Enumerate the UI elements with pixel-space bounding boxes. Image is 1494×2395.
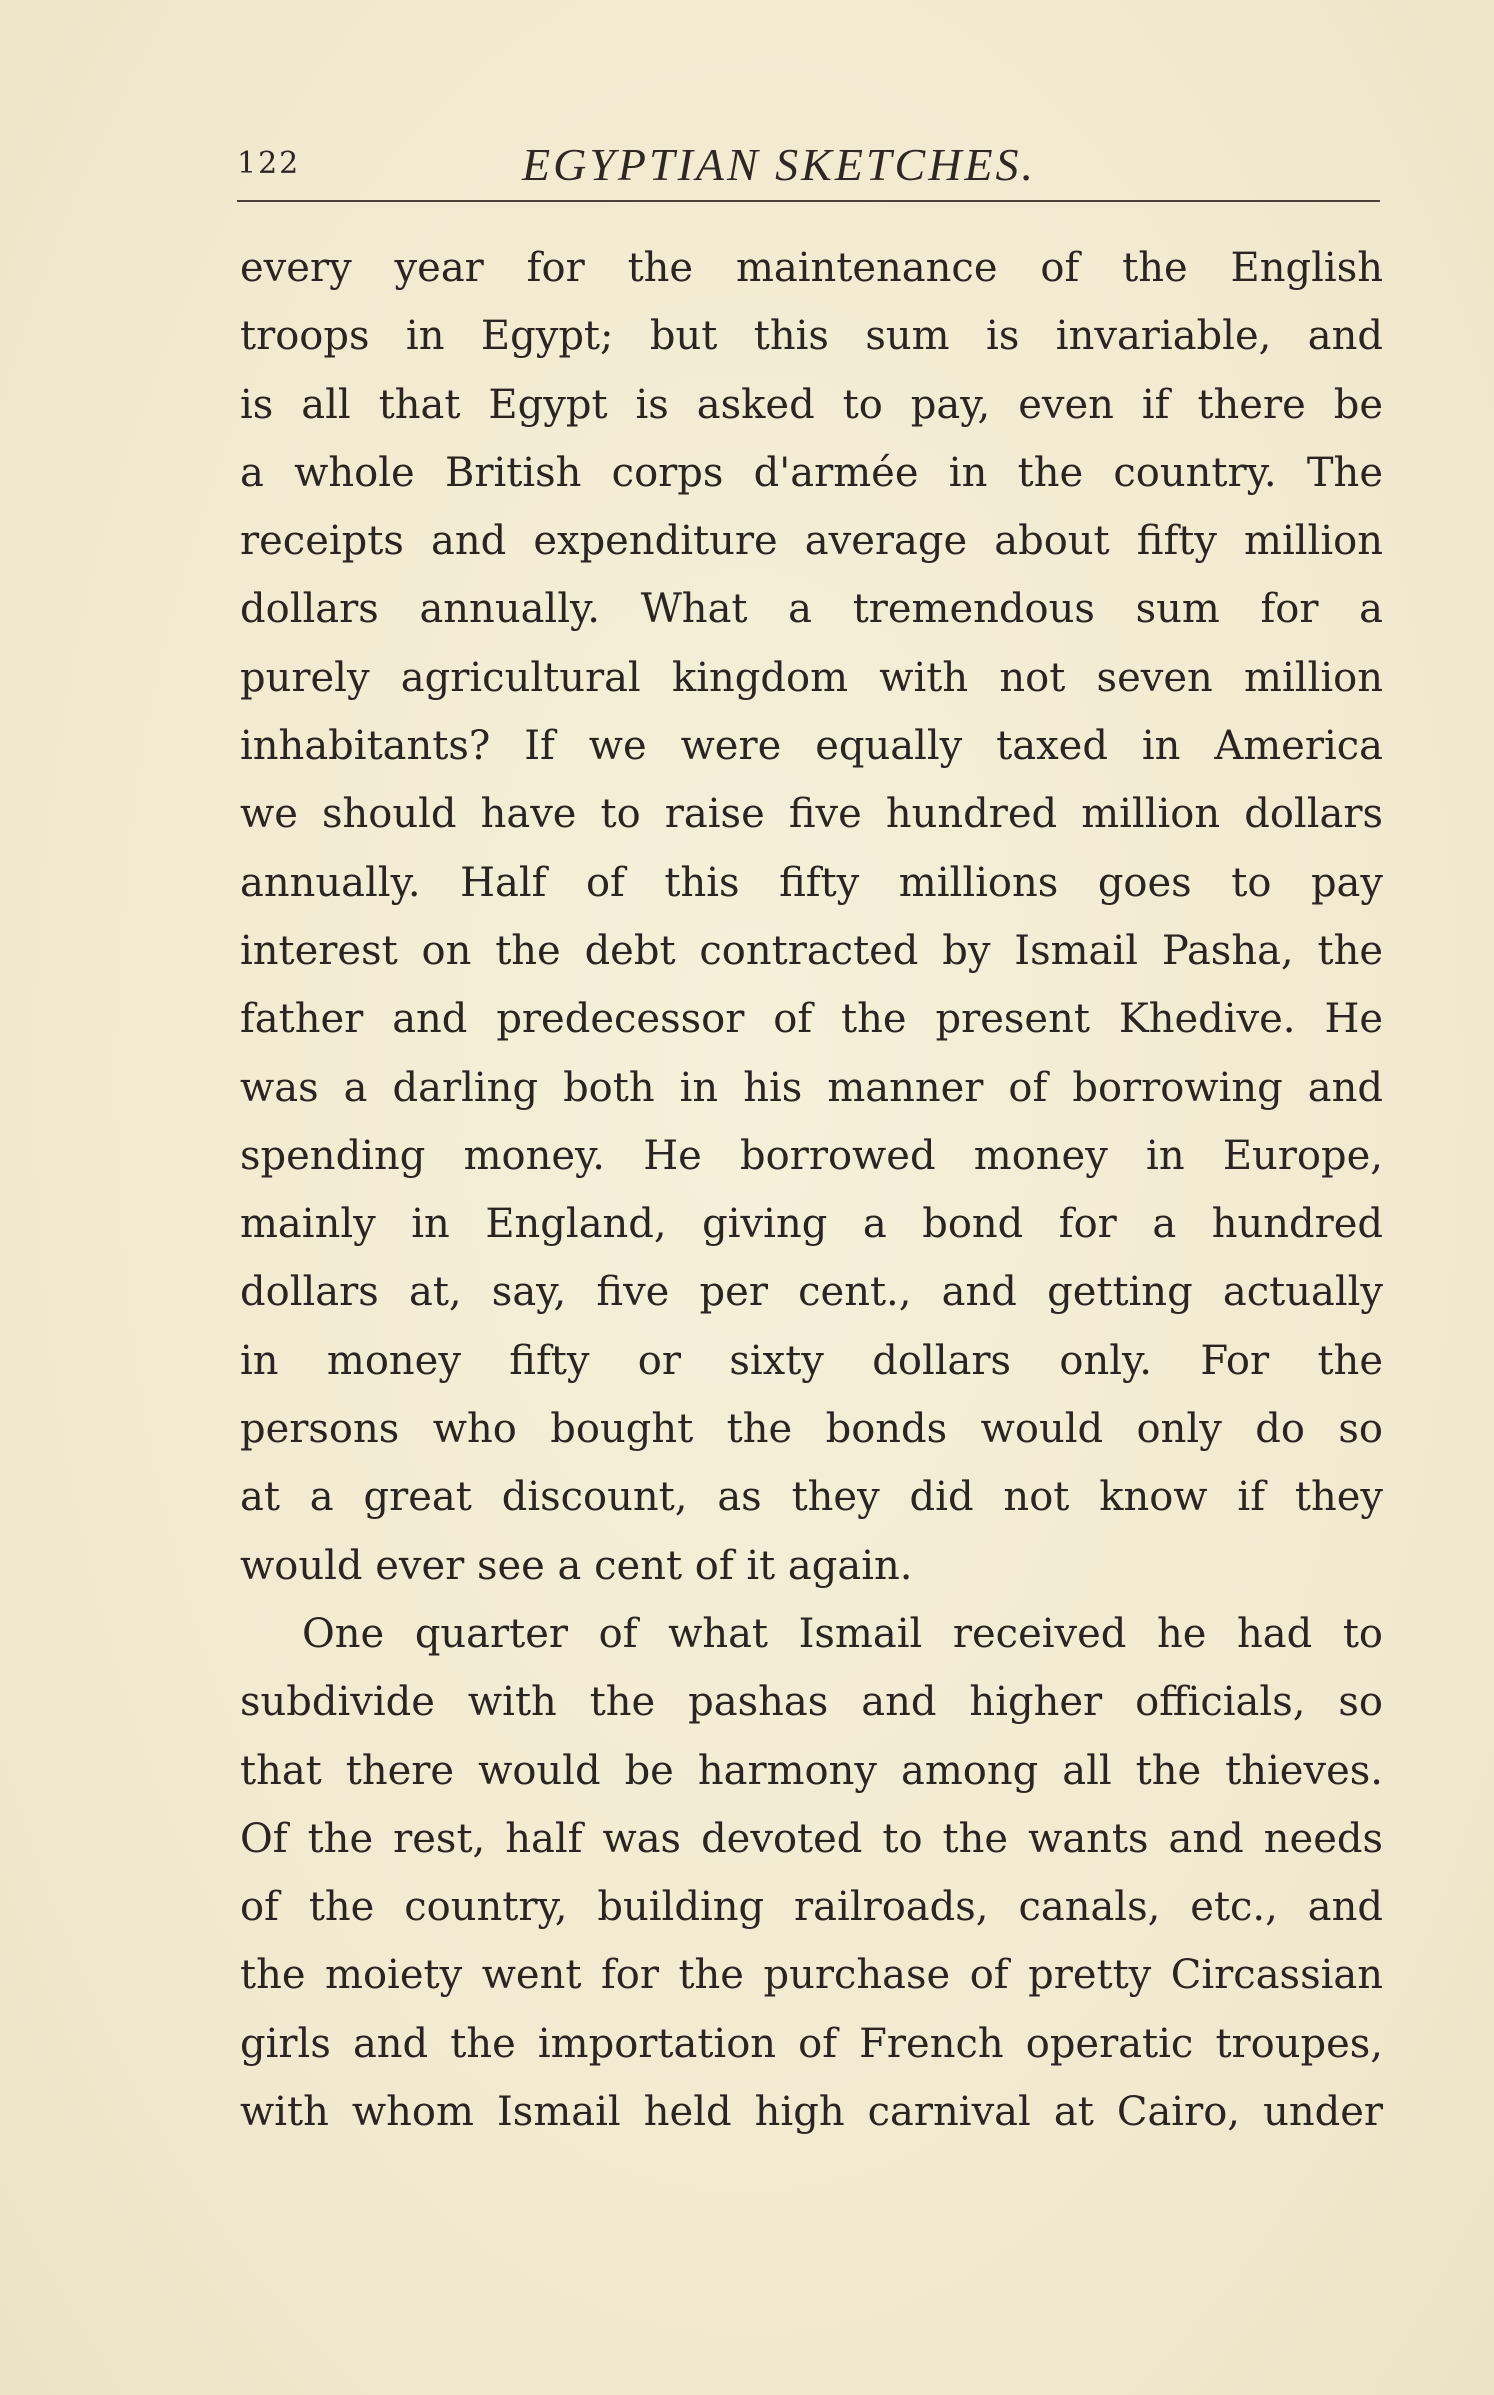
- text-line: of the country, building railroads, canals, etc., and: [240, 1884, 1383, 1931]
- text-line: in money fifty or sixty dollars only. For the: [240, 1337, 1383, 1384]
- text-line: girls and the importation of French operatic troupes,: [240, 2020, 1383, 2067]
- text-line: Of the rest, half was devoted to the wants and needs: [240, 1815, 1383, 1862]
- body-text: [240, 234, 1383, 2146]
- text-line: spending money. He borrowed money in Europe,: [240, 1132, 1383, 1179]
- text-line: at a great discount, as they did not know if they: [240, 1474, 1383, 1521]
- header-rule: [237, 200, 1380, 202]
- page-number: 122: [237, 146, 301, 181]
- text-line: inhabitants? If we were equally taxed in America: [240, 723, 1383, 770]
- text-line: we should have to raise five hundred million dollars: [240, 791, 1383, 838]
- page-header: [237, 138, 1375, 198]
- text-line: receipts and expenditure average about fifty million: [240, 518, 1383, 565]
- text-line: interest on the debt contracted by Ismail Pasha, the: [240, 927, 1383, 974]
- text-line: a whole British corps d'armée in the country. The: [240, 449, 1383, 496]
- text-line: mainly in England, giving a bond for a hundred: [240, 1201, 1383, 1248]
- text-line: was a darling both in his manner of borrowing and: [240, 1064, 1383, 1111]
- text-line: the moiety went for the purchase of pretty Circassian: [240, 1952, 1383, 1999]
- text-line: purely agricultural kingdom with not seven million: [240, 654, 1383, 701]
- text-line: persons who bought the bonds would only do so: [240, 1406, 1383, 1453]
- text-line: is all that Egypt is asked to pay, even if there be: [240, 381, 1383, 428]
- text-line: father and predecessor of the present Khedive. He: [240, 996, 1383, 1043]
- text-line: One quarter of what Ismail received he had to: [302, 1610, 1383, 1657]
- text-line: subdivide with the pashas and higher officials, so: [240, 1679, 1383, 1726]
- text-line: dollars at, say, five per cent., and getting actually: [240, 1269, 1383, 1316]
- text-line: would ever see a cent of it again.: [240, 1542, 913, 1589]
- text-line: every year for the maintenance of the English: [240, 245, 1383, 291]
- text-line: that there would be harmony among all the thieves.: [240, 1747, 1383, 1794]
- text-line: with whom Ismail held high carnival at Cairo, under: [240, 2089, 1383, 2136]
- text-line: dollars annually. What a tremendous sum for a: [240, 586, 1383, 633]
- text-line: troops in Egypt; but this sum is invariable, and: [240, 313, 1383, 360]
- running-title: EGYPTIAN SKETCHES.: [522, 139, 1037, 190]
- text-line: annually. Half of this fifty millions goes to pay: [240, 859, 1383, 906]
